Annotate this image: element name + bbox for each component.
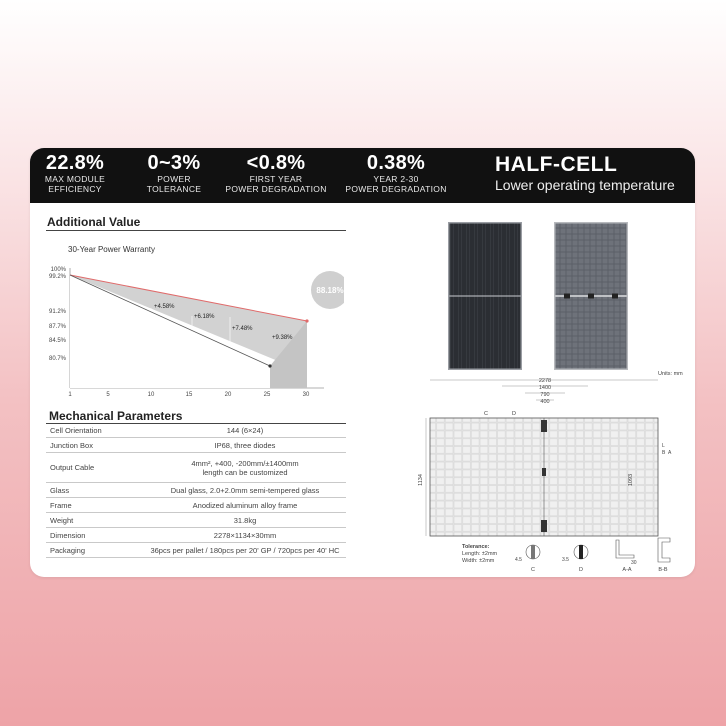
dim-790: 790 [540, 392, 550, 398]
dim-width: 1134 [418, 474, 424, 486]
param-value: 36pcs per pallet / 180pcs per 20' GP / 720pcs per 40' HC [140, 543, 346, 558]
stat-label-1: FIRST YEAR [249, 174, 303, 184]
panel-back-image [554, 222, 628, 370]
param-key: Packaging [46, 543, 140, 558]
table-row [46, 453, 346, 483]
dimension-drawing [410, 368, 690, 573]
chart-title: 30-Year Power Warranty [68, 245, 155, 254]
table-row [46, 438, 346, 453]
x-tick-5: 5 [106, 392, 110, 398]
stat-label-2: POWER DEGRADATION [225, 184, 327, 194]
gain-label-20: +7.48% [232, 326, 253, 332]
param-value: IP68, three diodes [140, 438, 346, 453]
param-value: 144 (6×24) [140, 423, 346, 438]
param-value [140, 453, 346, 483]
table-row [46, 423, 346, 438]
halfcell-subtitle: Lower operating temperature [495, 177, 675, 193]
stat-label-1: MAX MODULE [44, 174, 106, 184]
gain-label-15: +6.18% [194, 314, 215, 320]
param-value-line1: 4mm², +400, -200mm/±1400mm [191, 458, 299, 468]
param-key: Glass [46, 483, 140, 498]
stat-first-year-degradation [224, 152, 328, 194]
y-tick-84: 84.5% [48, 338, 66, 344]
stat-efficiency [40, 152, 110, 194]
param-key: Junction Box [46, 438, 140, 453]
dim-mounting: 1093 [628, 473, 634, 487]
warranty-end-point [305, 319, 308, 322]
stat-value: 0.38% [366, 152, 426, 174]
table-row [46, 498, 346, 513]
stat-value: 0~3% [147, 152, 201, 174]
dim-1400: 1400 [538, 385, 552, 391]
stat-value: 22.8% [45, 152, 105, 174]
x-tick-30: 30 [302, 392, 310, 398]
stat-label-2: TOLERANCE [146, 184, 202, 194]
x-tick-20: 20 [224, 392, 232, 398]
mechanical-title: Mechanical Parameters [49, 409, 183, 423]
stat-annual-degradation [344, 152, 448, 194]
param-value: 31.8kg [140, 513, 346, 528]
detail-label-d: D [579, 567, 583, 573]
tolerance-length: Length: ±2mm [462, 551, 498, 557]
stat-tolerance [138, 152, 210, 194]
section-divider [46, 230, 346, 231]
power-warranty-chart [44, 232, 344, 402]
y-tick-80: 80.7% [48, 356, 66, 362]
table-row [46, 528, 346, 543]
callout-d: D [512, 411, 516, 417]
param-key: Output Cable [46, 453, 140, 483]
stat-label-2: POWER DEGRADATION [345, 184, 447, 194]
param-key: Cell Orientation [46, 423, 140, 438]
detail-label-c: C [531, 567, 535, 573]
dim-400: 400 [540, 399, 550, 405]
tolerance-width: Width: ±2mm [462, 558, 495, 564]
spec-header-bar [30, 148, 695, 203]
param-value: 2278×1134×30mm [140, 528, 346, 543]
side-label-b: B [662, 450, 666, 456]
mechanical-params-table [46, 423, 346, 558]
table-row [46, 513, 346, 528]
x-tick-1: 1 [68, 392, 72, 398]
section-label-bb: B-B [658, 567, 668, 573]
units-label: Units: mm [658, 371, 683, 377]
side-label-a: A [668, 450, 672, 456]
stat-label-2: EFFICIENCY [48, 184, 102, 194]
halfcell-title: HALF-CELL [495, 153, 618, 176]
param-key: Frame [46, 498, 140, 513]
y-tick-91: 91.2% [48, 309, 66, 315]
param-value: Dual glass, 2.0+2.0mm semi-tempered glass [140, 483, 346, 498]
param-key: Weight [46, 513, 140, 528]
callout-c: C [484, 411, 488, 417]
x-tick-15: 15 [185, 392, 193, 398]
x-tick-10: 10 [147, 392, 155, 398]
y-tick-100: 100% [50, 267, 66, 273]
param-value: Anodized aluminum alloy frame [140, 498, 346, 513]
table-row [46, 543, 346, 558]
small-dim-c: 4.5 [515, 557, 522, 563]
section-aa-profile [616, 540, 634, 558]
param-value-line2: length can be customized [202, 467, 288, 477]
table-row [46, 483, 346, 498]
gain-label-25: +9.38% [272, 335, 293, 341]
param-key: Dimension [46, 528, 140, 543]
small-dim-30: 30 [631, 560, 637, 566]
stat-value: <0.8% [246, 152, 306, 174]
y-tick-99: 99.2% [48, 274, 66, 280]
standard-end-point [268, 364, 271, 367]
panel-front-image [448, 222, 522, 370]
stat-label-1: POWER [157, 174, 191, 184]
small-dim-d: 3.5 [562, 557, 569, 563]
section-bb-profile [658, 538, 670, 562]
x-tick-25: 25 [263, 392, 271, 398]
y-tick-87: 87.7% [48, 324, 66, 330]
stat-label-1: YEAR 2-30 [373, 174, 419, 184]
additional-value-title: Additional Value [47, 215, 141, 229]
gain-label-10: +4.58% [154, 304, 175, 310]
tolerance-title: Tolerance: [462, 544, 490, 550]
section-label-aa: A-A [622, 567, 632, 573]
dim-length: 2278 [538, 378, 552, 384]
side-label-l: L [662, 443, 665, 449]
end-value-label: 88.18% [316, 286, 344, 295]
product-card [30, 148, 695, 577]
